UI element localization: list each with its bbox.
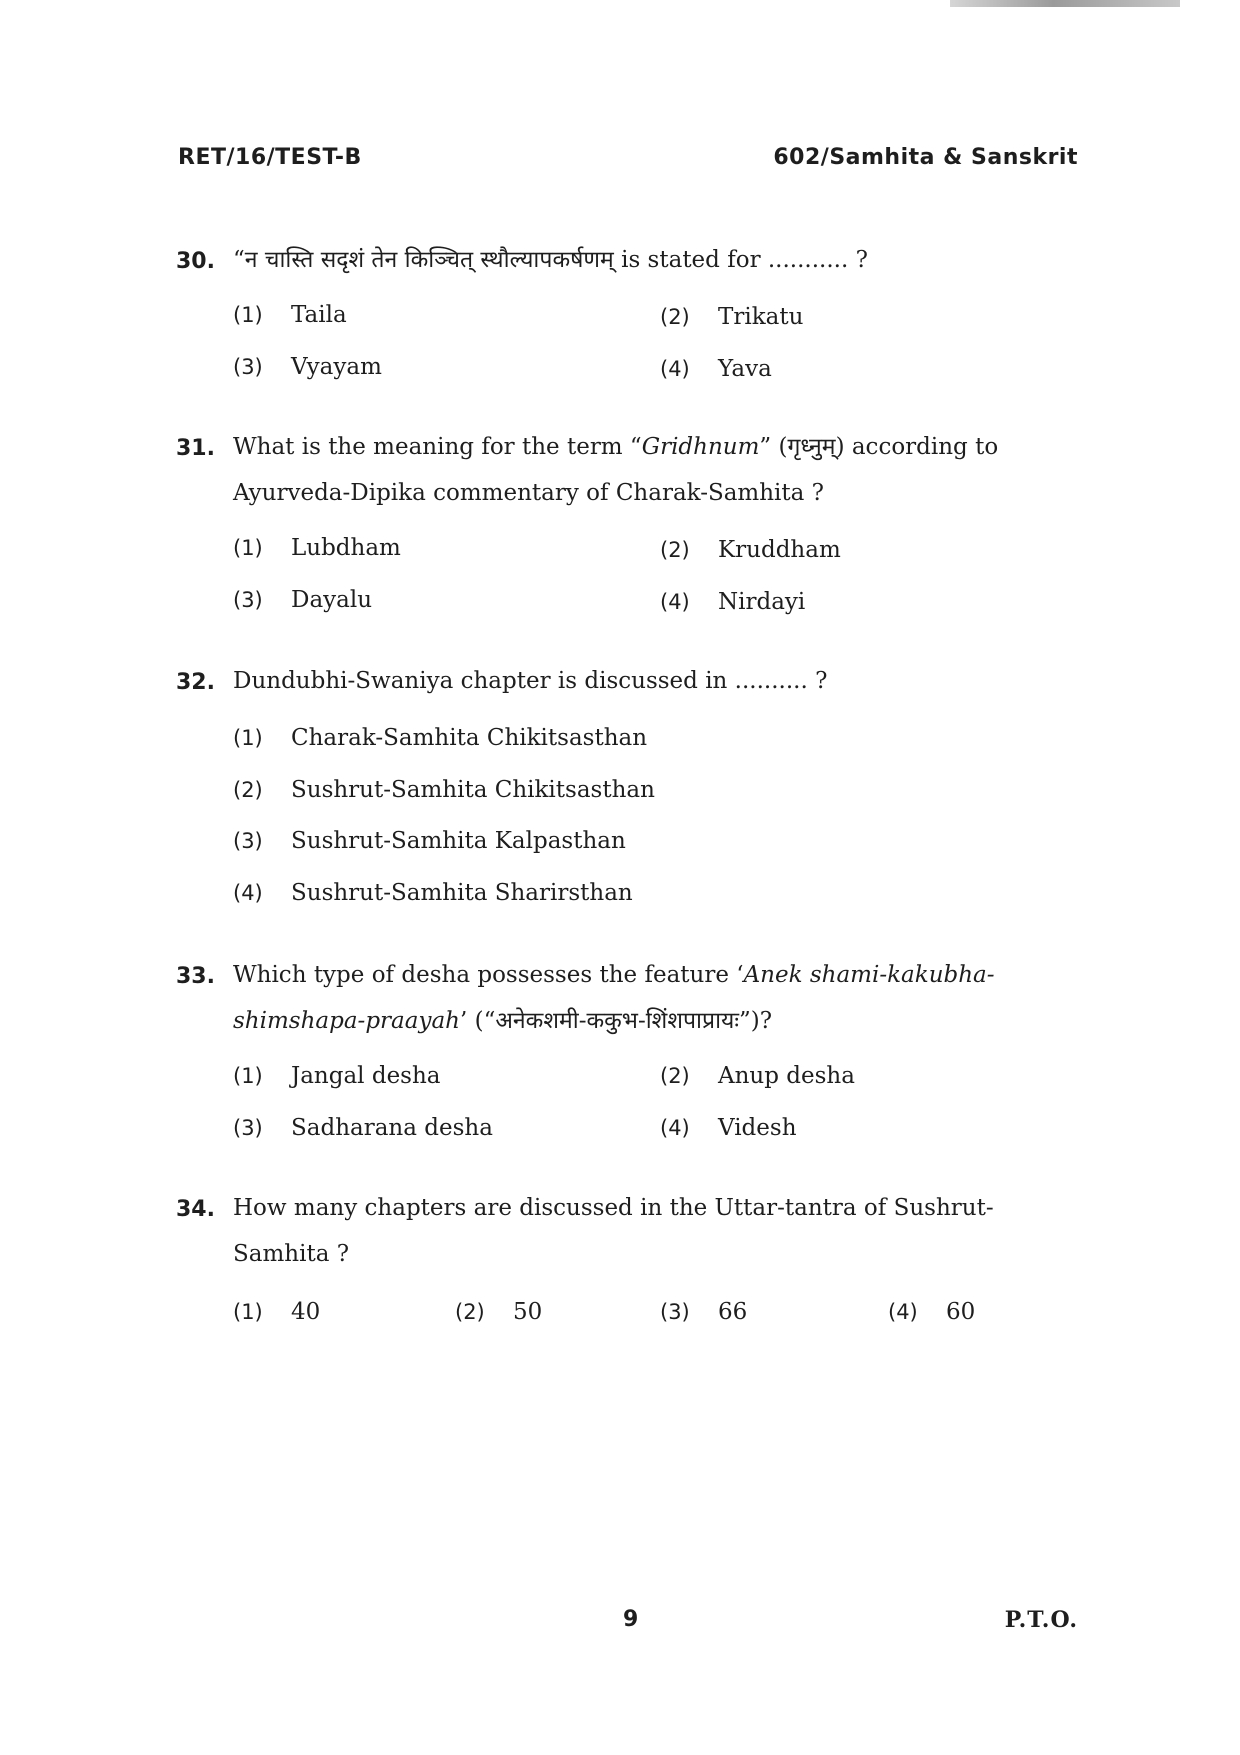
question-30-option-4: [660, 354, 772, 384]
option-text: Videsh: [718, 1115, 797, 1141]
option-label: (3): [233, 588, 263, 612]
option-label: (4): [660, 1116, 690, 1140]
option-text: Vyayam: [291, 354, 382, 380]
top-edge-mark: [950, 0, 1180, 7]
option-text: Jangal desha: [291, 1063, 441, 1089]
question-31-text-after: ” (गृध्नुम्) according to Ayurveda-Dipika commentary of Charak-Samhita ?: [233, 434, 999, 506]
question-32-option-2: [233, 775, 655, 805]
option-label: (4): [660, 357, 690, 381]
option-text: Nirdayi: [718, 589, 806, 615]
option-text: Sushrut-Samhita Chikitsasthan: [291, 777, 655, 803]
option-text: 66: [718, 1299, 748, 1325]
option-label: (1): [233, 536, 263, 560]
option-text: Yava: [718, 356, 772, 382]
exam-code: RET/16/TEST-B: [178, 145, 362, 170]
question-34-text: How many chapters are discussed in the Uttar-tantra of Sushrut-Samhita ?: [233, 1195, 994, 1267]
option-text: 60: [946, 1299, 976, 1325]
question-31-text: [233, 424, 1075, 516]
option-label: (4): [233, 881, 263, 905]
option-label: (2): [660, 1064, 690, 1088]
option-label: (3): [660, 1300, 690, 1324]
question-31-text-before: What is the meaning for the term “: [233, 434, 642, 460]
question-34-option-3: [660, 1297, 747, 1327]
question-34-option-4: [888, 1297, 975, 1327]
option-text: Lubdham: [291, 535, 401, 561]
option-text: Taila: [291, 302, 347, 328]
question-31-option-2: [660, 535, 841, 565]
question-33-option-3: [233, 1113, 493, 1143]
question-31-term: Gridhnum: [641, 434, 760, 460]
question-31-option-4: [660, 587, 805, 617]
question-32-option-4: [233, 878, 633, 908]
pto-label: P.T.O.: [1004, 1607, 1078, 1633]
option-label: (2): [660, 305, 690, 329]
option-text: 50: [513, 1299, 543, 1325]
question-34-option-1: [233, 1297, 320, 1327]
question-31-option-1: [233, 533, 401, 563]
option-label: (1): [233, 1064, 263, 1088]
question-34-number: 34.: [176, 1197, 215, 1222]
page-number: 9: [623, 1607, 639, 1632]
option-label: (1): [233, 303, 263, 327]
option-text: Anup desha: [718, 1063, 855, 1089]
option-label: (4): [888, 1300, 918, 1324]
option-text: 40: [291, 1299, 321, 1325]
option-label: (2): [455, 1300, 485, 1324]
question-30-text: “न चास्ति सदृशं तेन किञ्चित् स्थौल्यापकर्षणम् is stated for ........... ?: [233, 247, 868, 273]
option-text: Sushrut-Samhita Kalpasthan: [291, 828, 626, 854]
option-label: (2): [660, 538, 690, 562]
question-30-option-3: [233, 352, 382, 382]
option-label: (1): [233, 726, 263, 750]
question-33-option-1: [233, 1061, 441, 1091]
question-30-number: 30.: [176, 249, 215, 274]
question-32-text: Dundubhi-Swaniya chapter is discussed in .......... ?: [233, 668, 828, 694]
question-33-text-before: Which type of desha possesses the feature ‘: [233, 962, 744, 988]
option-label: (2): [233, 778, 263, 802]
question-33-option-2: [660, 1061, 855, 1091]
question-33-term: Anek shami-kakubha-shimshapa-praayah: [233, 962, 995, 1034]
question-32-option-1: [233, 723, 647, 753]
option-text: Kruddham: [718, 537, 841, 563]
option-label: (3): [233, 1116, 263, 1140]
option-text: Dayalu: [291, 587, 373, 613]
question-34-option-2: [455, 1297, 542, 1327]
question-33-text: [233, 952, 1075, 1044]
question-33-number: 33.: [176, 964, 215, 989]
question-30-option-2: [660, 302, 803, 332]
option-text: Trikatu: [718, 304, 804, 330]
question-30-option-1: [233, 300, 347, 330]
subject-title: 602/Samhita & Sanskrit: [773, 145, 1078, 170]
question-33-text-after: ’ (“अनेकशमी-ककुभ-शिंशपाप्रायः”)?: [459, 1008, 773, 1034]
question-33-option-4: [660, 1113, 797, 1143]
option-text: Charak-Samhita Chikitsasthan: [291, 725, 648, 751]
question-31-number: 31.: [176, 436, 215, 461]
question-31-option-3: [233, 585, 372, 615]
option-label: (4): [660, 590, 690, 614]
option-text: Sadharana desha: [291, 1115, 493, 1141]
question-32-option-3: [233, 826, 626, 856]
option-label: (3): [233, 829, 263, 853]
option-text: Sushrut-Samhita Sharirsthan: [291, 880, 633, 906]
option-label: (1): [233, 1300, 263, 1324]
question-32-number: 32.: [176, 670, 215, 695]
option-label: (3): [233, 355, 263, 379]
